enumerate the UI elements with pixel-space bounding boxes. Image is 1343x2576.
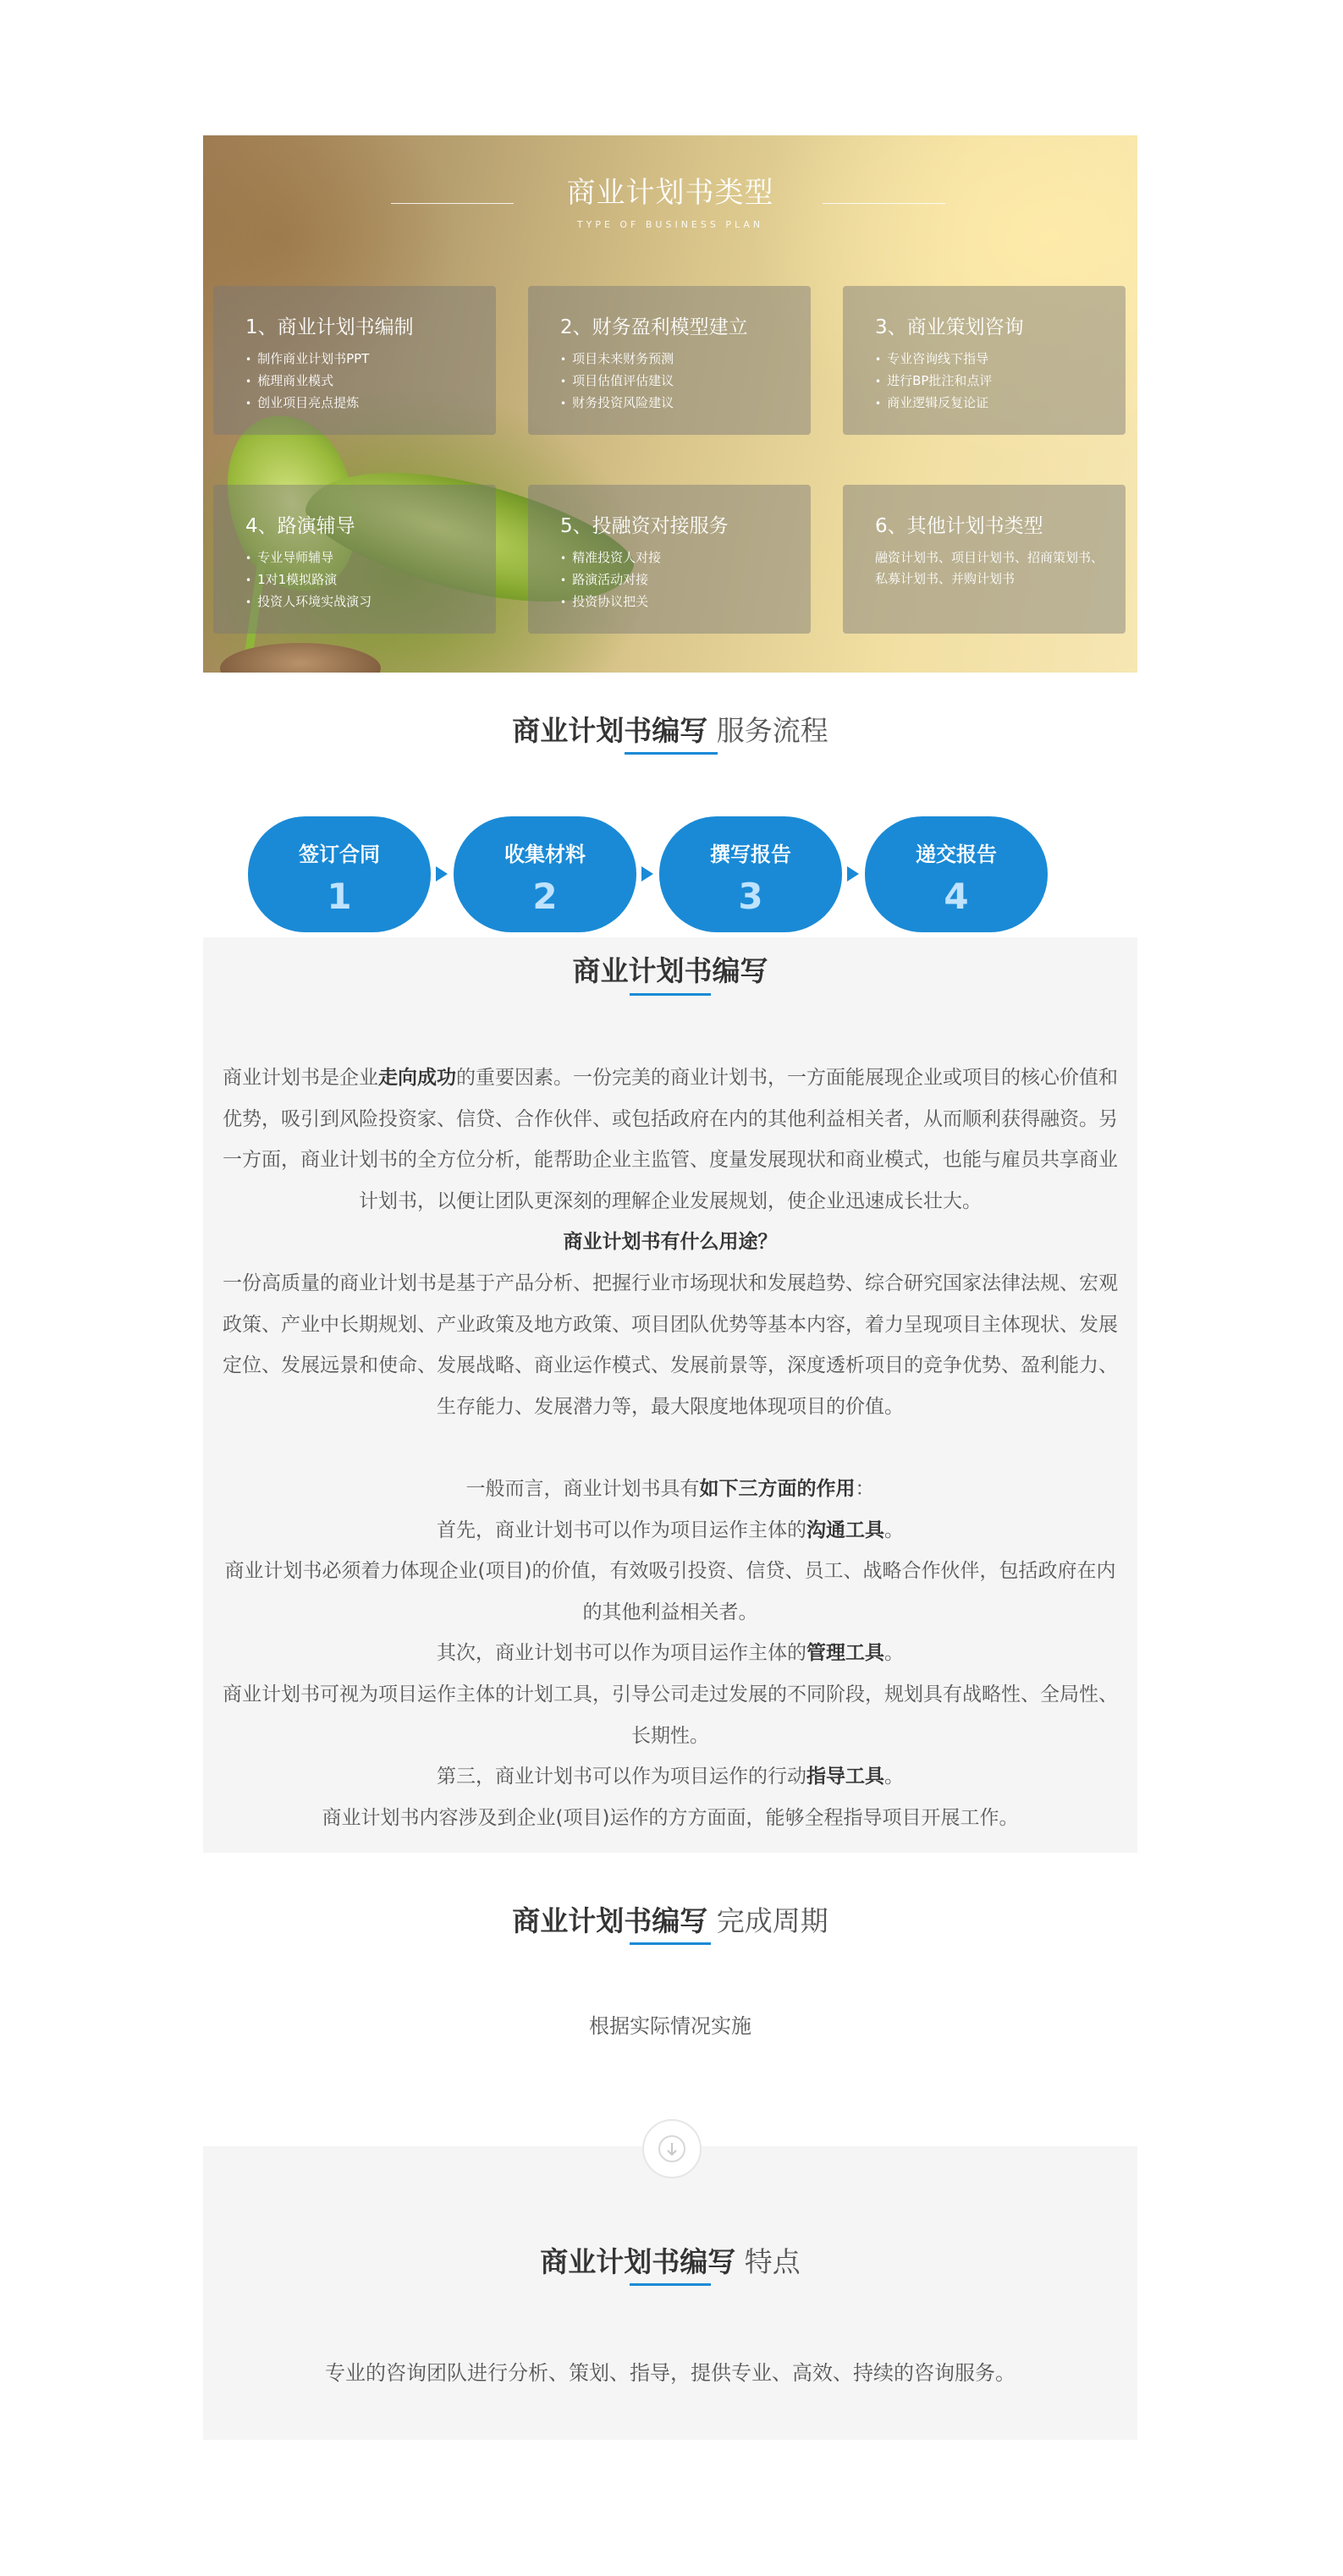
type-card[interactable]	[843, 485, 1126, 634]
process-step-label: 撰写报告	[710, 843, 791, 866]
banner-title: 商业计划书类型	[566, 176, 774, 210]
cycle-title-bold: 商业计划书编写	[512, 1904, 708, 1937]
title-underline	[630, 993, 711, 996]
arrow-right-icon	[847, 866, 859, 882]
type-card-item: • 进行BP批注和点评	[875, 371, 992, 393]
type-card-item: • 专业导师辅导	[245, 547, 372, 569]
type-card[interactable]	[528, 286, 811, 435]
role-second: 其次，商业计划书可以作为项目运作主体的管理工具。	[437, 1642, 904, 1665]
process-step-number: 3	[738, 876, 763, 917]
role-first: 首先，商业计划书可以作为项目运作主体的沟通工具。	[437, 1519, 904, 1541]
arrow-right-icon	[436, 866, 448, 882]
title-underline	[630, 1942, 711, 1945]
cycle-title-light: 完成周期	[716, 1904, 828, 1937]
writing-title-text: 商业计划书编写	[572, 954, 768, 987]
role-second-desc: 商业计划书可视为项目运作主体的计划工具，引导公司走过发展的不同阶段，规划具有战略性、全局性、长期性。	[223, 1683, 1118, 1747]
role-third: 第三，商业计划书可以作为项目运作的行动指导工具。	[437, 1766, 904, 1788]
process-step-label: 收集材料	[504, 843, 586, 866]
banner-subtitle: TYPE OF BUSINESS PLAN	[576, 219, 764, 230]
type-card-item: • 梳理商业模式	[245, 371, 369, 393]
type-card-item: • 投资协议把关	[560, 591, 661, 613]
process-step	[865, 816, 1048, 932]
cycle-title	[203, 1899, 1137, 1939]
scroll-down-button[interactable]	[642, 2119, 702, 2178]
type-card-item: • 财务投资风险建议	[560, 393, 674, 415]
cycle-text: 根据实际情况实施	[589, 2014, 751, 2038]
type-card-item: • 1对1模拟路演	[245, 569, 372, 591]
type-card-title: 5、投融资对接服务	[560, 515, 729, 537]
process-title-bold: 商业计划书编写	[512, 714, 708, 747]
type-card-title: 2、财务盈利模型建立	[560, 316, 748, 338]
arrow-right-icon	[641, 866, 653, 882]
type-card-text: 融资计划书、项目计划书、招商策划书、私募计划书、并购计划书	[875, 550, 1104, 586]
type-card[interactable]	[843, 286, 1126, 435]
role-third-desc: 商业计划书内容涉及到企业(项目)运作的方方面面，能够全程指导项目开展工作。	[322, 1806, 1019, 1829]
writing-title	[203, 949, 1137, 989]
role-first-desc: 商业计划书必须着力体现企业(项目)的价值，有效吸引投资、信贷、员工、战略合作伙伴，包括政府在内的其他利益相关者。	[224, 1560, 1116, 1623]
type-card[interactable]	[213, 286, 496, 435]
type-card-title: 4、路演辅导	[245, 515, 355, 537]
process-title	[203, 709, 1137, 749]
type-card-item: • 商业逻辑反复论证	[875, 393, 992, 415]
arrow-down-icon	[658, 2134, 686, 2163]
business-plan-types-banner	[203, 135, 1137, 673]
title-underline	[630, 2283, 711, 2286]
intro-paragraph: 商业计划书是企业走向成功的重要因素。一份完美的商业计划书，一方面能展现企业或项目的核心价值和优势，吸引到风险投资家、信贷、合作伙伴、或包括政府在内的其他利益相关者，从而顺利获得融资。另一方面，商业计划书的全方位分析，能帮助企业主监管、度量发展现状和商业模式，也能与雇员共享商业计划书，以便让团队更深刻的理解企业发展规划，使企业迅速成长壮大。	[223, 1067, 1118, 1212]
type-card[interactable]	[528, 485, 811, 634]
roles-intro: 一般而言，商业计划书具有如下三方面的作用：	[465, 1477, 875, 1500]
process-step-number: 4	[944, 876, 969, 917]
writing-content	[222, 1057, 1119, 1838]
process-step	[248, 816, 431, 932]
type-card-item: • 精准投资人对接	[560, 547, 661, 569]
usage-paragraph: 一份高质量的商业计划书是基于产品分析、把握行业市场现状和发展趋势、综合研究国家法律法规、宏观政策、产业中长期规划、产业政策及地方政策、项目团队优势等基本内容，着力呈现项目主体现状、发展定位、发展远景和使命、发展战略、商业运作模式、发展前景等，深度透析项目的竞争优势、盈利能力、生存能力、发展潜力等，最大限度地体现项目的价值。	[223, 1272, 1118, 1418]
type-card-title: 3、商业策划咨询	[875, 316, 1024, 338]
process-step-number: 1	[327, 876, 352, 917]
process-step-label: 递交报告	[916, 843, 997, 866]
type-card-item: • 项目未来财务预测	[560, 349, 674, 371]
type-card-title: 6、其他计划书类型	[875, 515, 1043, 537]
features-title-light: 特点	[744, 2245, 801, 2278]
type-card-item: • 专业咨询线下指导	[875, 349, 992, 371]
process-step-number: 2	[532, 876, 558, 917]
type-card-item: • 投资人环境实战演习	[245, 591, 372, 613]
features-section-bg	[203, 2146, 1137, 2440]
features-text: 专业的咨询团队进行分析、策划、指导，提供专业、高效、持续的咨询服务。	[325, 2361, 1016, 2385]
coins-image	[220, 643, 381, 673]
features-title-bold: 商业计划书编写	[540, 2245, 736, 2278]
process-step	[659, 816, 842, 932]
features-title	[203, 2240, 1137, 2280]
type-card-item: • 制作商业计划书PPT	[245, 349, 369, 371]
process-step	[454, 816, 636, 932]
process-step-label: 签订合同	[299, 843, 380, 866]
process-title-light: 服务流程	[716, 714, 828, 747]
type-card-item: • 路演活动对接	[560, 569, 661, 591]
type-card-item: • 创业项目亮点提炼	[245, 393, 369, 415]
type-card-title: 1、商业计划书编制	[245, 316, 414, 338]
type-card-item: • 项目估值评估建议	[560, 371, 674, 393]
title-underline	[625, 752, 718, 755]
question-heading: 商业计划书有什么用途？	[563, 1231, 778, 1254]
type-card[interactable]	[213, 485, 496, 634]
